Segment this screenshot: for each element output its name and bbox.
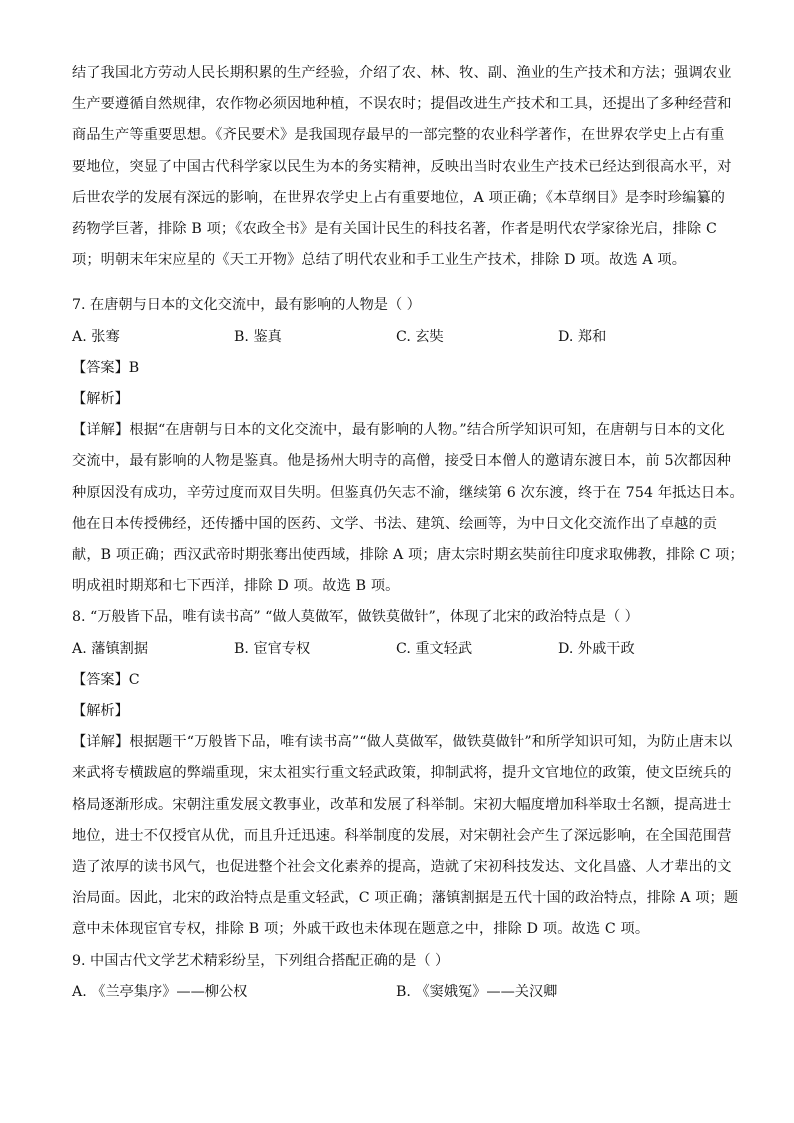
question-stem: 7. 在唐朝与日本的文化交流中，最有影响的人物是（ ） xyxy=(72,297,421,314)
text-line: 要地位，突显了中国古代科学家以民生为本的务实精神，反映出当时农业生产技术已经达到很高水平，对 xyxy=(72,158,732,175)
text-line: 格局逐渐形成。宋朝注重发展文教事业，改革和发展了科举制。宋初大幅度增加科举取士名额，提高进士 xyxy=(72,796,732,813)
question-9 xyxy=(72,946,722,1008)
detail-paragraph xyxy=(72,727,739,945)
text-line: 药物学巨著，排除 B 项；《农政全书》是有关国计民生的科技名著，作者是明代农学家徐光启，排除 C xyxy=(72,221,717,238)
question-stem: 8. “万般皆下品，唯有读书高” “做人莫做军，做铁莫做针”，体现了北宋的政治特点是（ ） xyxy=(72,609,639,626)
analysis-label: 【解析】 xyxy=(72,391,129,408)
options-row xyxy=(72,634,722,665)
answer-label: 【答案】C xyxy=(72,671,140,688)
option-a: A. 藩镇割据 xyxy=(72,640,149,657)
text-line: 他在日本传授佛经，还传播中国的医药、文学、书法、建筑、绘画等，为中日文化交流作出了卓越的贡 xyxy=(72,515,718,532)
text-line: 地位，进士不仅授官从优，而且升迁迅速。科举制度的发展，对宋朝社会产生了深远影响，在全国范围营 xyxy=(72,827,732,844)
option-d: D. 外戚干政 xyxy=(558,640,635,657)
question-8 xyxy=(72,602,739,945)
text-line: 【详解】根据题干“万般皆下品，唯有读书高”“做人莫做军，做铁莫做针”和所学知识可知，为防止唐末以 xyxy=(72,734,733,751)
document-page xyxy=(72,58,744,1008)
option-a: A. 《兰亭集序》——柳公权 xyxy=(72,983,248,1000)
option-b: B. 鉴真 xyxy=(234,328,282,345)
text-line: 【详解】根据“在唐朝与日本的文化交流中，最有影响的人物。”结合所学知识可知，在唐朝与日本的文化 xyxy=(72,422,725,439)
text-line: 献，B 项正确；西汉武帝时期张骞出使西域，排除 A 项；唐太宗时期玄奘前往印度求取佛教，排除 C 项； xyxy=(72,547,744,564)
detail-paragraph xyxy=(72,415,744,602)
options-row xyxy=(72,977,722,1008)
text-line: 意中未体现宦官专权，排除 B 项；外戚干政也未体现在题意之中，排除 D 项。故选 C 项。 xyxy=(72,921,650,938)
question-stem: 9. 中国古代文学艺术精彩纷呈，下列组合搭配正确的是（ ） xyxy=(72,952,450,969)
text-line: 造了浓厚的读书风气，也促进整个社会文化素养的提高，造就了宋初科技发达、文化昌盛、人才辈出的文 xyxy=(72,859,732,876)
text-line: 治局面。因此，北宋的政治特点是重文轻武，C 项正确；藩镇割据是五代十国的政治特点，排除 A 项；题 xyxy=(72,890,739,907)
option-a: A. 张骞 xyxy=(72,328,120,345)
text-line: 明成祖时期郑和七下西洋，排除 D 项。故选 B 项。 xyxy=(72,578,400,595)
question-7 xyxy=(72,290,744,602)
analysis-label: 【解析】 xyxy=(72,703,129,720)
option-d: D. 郑和 xyxy=(558,328,607,345)
text-line: 来武将专横跋扈的弊端重现，宋太祖实行重文轻武政策，抑制武将，提升文官地位的政策，使文臣统兵的 xyxy=(72,765,732,782)
option-c: C. 玄奘 xyxy=(396,328,444,345)
text-line: 结了我国北方劳动人民长期积累的生产经验，介绍了农、林、牧、副、渔业的生产技术和方法；强调农业 xyxy=(72,65,732,81)
text-line: 交流中，最有影响的人物是鉴真。他是扬州大明寺的高僧，接受日本僧人的邀请东渡日本，前 5次都因种 xyxy=(72,453,732,470)
answer-label: 【答案】B xyxy=(72,359,140,376)
text-line: 生产要遵循自然规律，农作物必须因地种植，不误农时；提倡改进生产技术和工具，还提出了多种经营和 xyxy=(72,96,732,113)
text-line: 项；明朝末年宋应星的《天工开物》总结了明代农业和手工业生产技术，排除 D 项。故选 A 项。 xyxy=(72,252,687,269)
option-b: B. 宦官专权 xyxy=(234,640,311,657)
option-b: B. 《窦娥冤》——关汉卿 xyxy=(396,983,558,1000)
option-c: C. 重文轻武 xyxy=(396,640,473,657)
text-line: 种原因没有成功，辛劳过度而双目失明。但鉴真仍矢志不渝，继续第 6 次东渡，终于在 754 年抵达日本。 xyxy=(72,484,744,501)
text-line: 后世农学的发展有深远的影响，在世界农学史上占有重要地位，A 项正确；《本草纲目》是李时珍编纂的 xyxy=(72,189,726,206)
options-row xyxy=(72,322,722,353)
continuation-paragraph xyxy=(72,58,732,276)
text-line: 商品生产等重要思想。《齐民要术》是我国现存最早的一部完整的农业科学著作，在世界农学史上占有重 xyxy=(72,127,725,144)
